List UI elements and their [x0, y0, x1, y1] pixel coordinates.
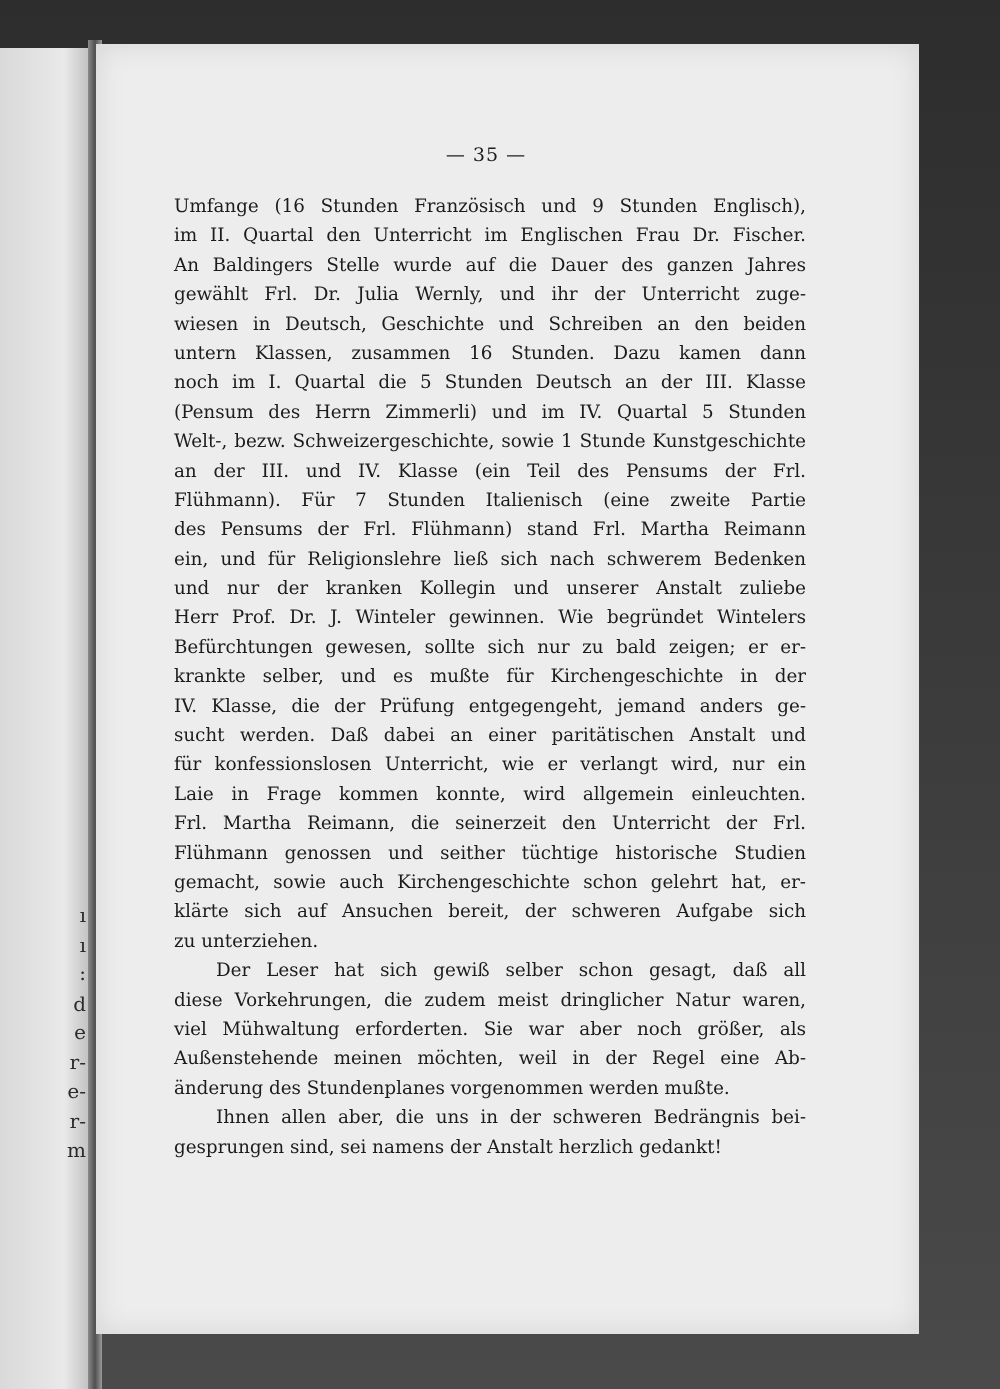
text-line: untern Klassen, zusammen 16 Stunden. Dazu kamen dann [174, 342, 806, 364]
text-line: wiesen in Deutsch, Geschichte und Schreiben an den beiden [174, 313, 806, 335]
text-line: gemacht, sowie auch Kirchengeschichte schon gelehrt hat, er- [174, 871, 806, 893]
text-line: ein, und für Religionslehre ließ sich nach schwerem Bedenken [174, 548, 806, 570]
text-line: Der Leser hat sich gewiß selber schon gesagt, daß all [216, 960, 806, 982]
text-line: gesprungen sind, sei namens der Anstalt herzlich gedankt! [174, 1136, 722, 1158]
text-line: und nur der kranken Kollegin und unserer Anstalt zuliebe [174, 578, 806, 600]
text-line: Ihnen allen aber, die uns in der schweren Bedrängnis bei- [216, 1107, 806, 1129]
left-fragment: ı [79, 903, 86, 927]
left-page-text-fragments [46, 48, 86, 1389]
text-line: noch im I. Quartal die 5 Stunden Deutsch an der III. Klasse [174, 372, 806, 394]
text-line: Frl. Martha Reimann, die seinerzeit den Unterricht der Frl. [174, 813, 806, 835]
text-line: änderung des Stundenplanes vorgenommen werden mußte. [174, 1077, 730, 1099]
left-facing-page [0, 48, 92, 1389]
text-line: Laie in Frage kommen konnte, wird allgemein einleuchten. [174, 783, 806, 805]
text-line: klärte sich auf Ansuchen bereit, der schweren Aufgabe sich [174, 901, 806, 923]
left-fragment: : [79, 961, 86, 985]
book-page [96, 44, 919, 1334]
text-line: für konfessionslosen Unterricht, wie er verlangt wird, nur ein [174, 754, 806, 776]
text-line: Befürchtungen gewesen, sollte sich nur zu bald zeigen; er er- [174, 636, 806, 658]
page-number: — 35 — [445, 144, 527, 166]
text-line: An Baldingers Stelle wurde auf die Dauer des ganzen Jahres [174, 254, 806, 276]
text-line: an der III. und IV. Klasse (ein Teil des Pensums der Frl. [174, 460, 806, 482]
left-fragment: m [67, 1138, 86, 1162]
body-text [174, 192, 806, 1162]
text-line: zu unterziehen. [174, 930, 319, 952]
text-line: Umfange (16 Stunden Französisch und 9 Stunden Englisch), [174, 196, 806, 217]
text-line: des Pensums der Frl. Flühmann) stand Frl. Martha Reimann [174, 519, 806, 541]
left-fragment: d [73, 992, 86, 1016]
text-line: Flühmann genossen und seither tüchtige historische Studien [174, 842, 806, 864]
text-line: Herr Prof. Dr. J. Winteler gewinnen. Wie begründet Wintelers [174, 607, 806, 629]
left-fragment: r- [69, 1109, 86, 1133]
text-line: Flühmann). Für 7 Stunden Italienisch (eine zweite Partie [174, 489, 806, 511]
text-line: diese Vorkehrungen, die zudem meist dringlicher Natur waren, [174, 989, 806, 1011]
text-line: krankte selber, und es mußte für Kirchengeschichte in der [174, 666, 806, 688]
text-line: viel Mühwaltung erforderten. Sie war aber noch größer, als [174, 1018, 806, 1040]
text-line: (Pensum des Herrn Zimmerli) und im IV. Quartal 5 Stunden [174, 401, 806, 423]
left-fragment: e [74, 1020, 86, 1044]
left-fragment: r- [69, 1050, 86, 1074]
text-line: IV. Klasse, die der Prüfung entgegengeht, jemand anders ge- [174, 695, 806, 717]
text-line: im II. Quartal den Unterricht im Englischen Frau Dr. Fischer. [174, 225, 806, 247]
text-line: Außenstehende meinen möchten, weil in der Regel eine Ab- [174, 1048, 806, 1070]
text-line: Welt-, bezw. Schweizergeschichte, sowie 1 Stunde Kunstgeschichte [174, 431, 806, 453]
text-line: sucht werden. Daß dabei an einer paritätischen Anstalt und [174, 725, 806, 747]
left-fragment: ı [79, 933, 86, 957]
text-line: gewählt Frl. Dr. Julia Wernly, und ihr der Unterricht zuge- [174, 284, 806, 306]
left-fragment: e- [67, 1079, 86, 1103]
